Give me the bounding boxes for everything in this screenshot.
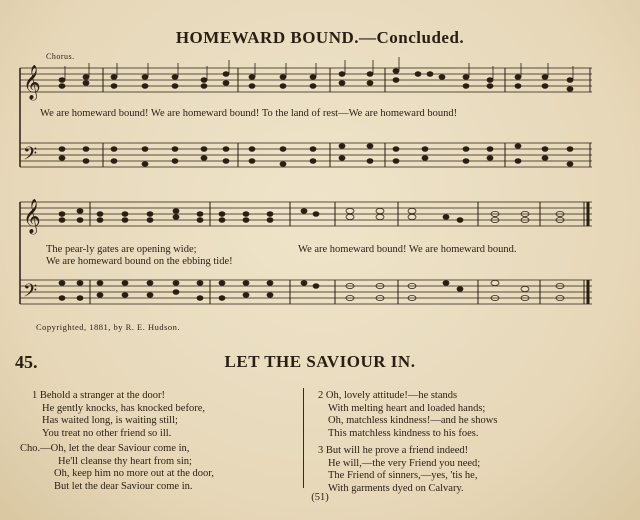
verse-line: Oh, matchless kindness!—and he shows xyxy=(328,415,498,426)
verse-3 xyxy=(318,445,480,495)
verse-line: With melting heart and loaded hands; xyxy=(328,402,486,414)
treble-clef-icon: 𝄞 xyxy=(23,65,41,100)
verse-line: 2 Oh, lovely attitude!—he stands xyxy=(318,390,458,401)
verse-line: With garments dyed on Calvary. xyxy=(328,482,464,494)
song-title: HOMEWARD BOUND.—Concluded. xyxy=(175,28,465,47)
verse-line: You treat no other friend so ill. xyxy=(42,427,172,439)
bar-lines xyxy=(90,68,590,304)
verse-line: He will,—the very Friend you need; xyxy=(328,457,481,469)
treble-clef-icon: 𝄞 xyxy=(23,199,41,234)
verse-line: Cho.—Oh, let the dear Saviour come in, xyxy=(20,443,190,454)
verse-line: But let the dear Saviour come in. xyxy=(54,480,193,492)
verse-line: Oh, keep him no more out at the door, xyxy=(54,468,214,479)
lyric-line-1: We are homeward bound! We are homeward bound! To the land of rest—We are homeward bound! xyxy=(40,108,458,119)
verse-line: 1 Behold a stranger at the door! xyxy=(32,390,165,401)
verse-1 xyxy=(32,390,205,440)
lyric-line-2a: The pear-ly gates are opening wide; xyxy=(46,244,197,255)
lyric-line-2c: We are homeward bound! We are homeward bound. xyxy=(298,244,517,255)
bass-clef-icon: 𝄢 xyxy=(23,281,38,306)
hymn-title: LET THE SAVIOUR IN. xyxy=(224,352,416,371)
chorus-verse xyxy=(20,443,214,493)
verse-line: He'll cleanse thy heart from sin; xyxy=(58,455,192,467)
bass-clef-icon: 𝄢 xyxy=(23,144,38,169)
lyric-line-2b: We are homeward bound on the ebbing tide! xyxy=(46,256,233,267)
verse-line: He gently knocks, has knocked before, xyxy=(42,402,205,414)
verse-2 xyxy=(318,390,497,440)
copyright: Copyrighted, 1881, by R. E. Hudson. xyxy=(36,322,181,332)
verse-line: The Friend of sinners,—yes, 'tis he, xyxy=(328,470,478,481)
clefs xyxy=(23,65,41,306)
hymn-number: 45. xyxy=(15,352,38,372)
verse-line: 3 But will he prove a friend indeed! xyxy=(318,445,469,456)
page-number: (51) xyxy=(311,492,329,503)
chorus-label: Chorus. xyxy=(46,52,75,61)
verse-line: Has waited long, is waiting still; xyxy=(42,415,178,426)
column-divider xyxy=(303,388,304,488)
verse-line: This matchless kindness to his foes. xyxy=(328,427,479,439)
